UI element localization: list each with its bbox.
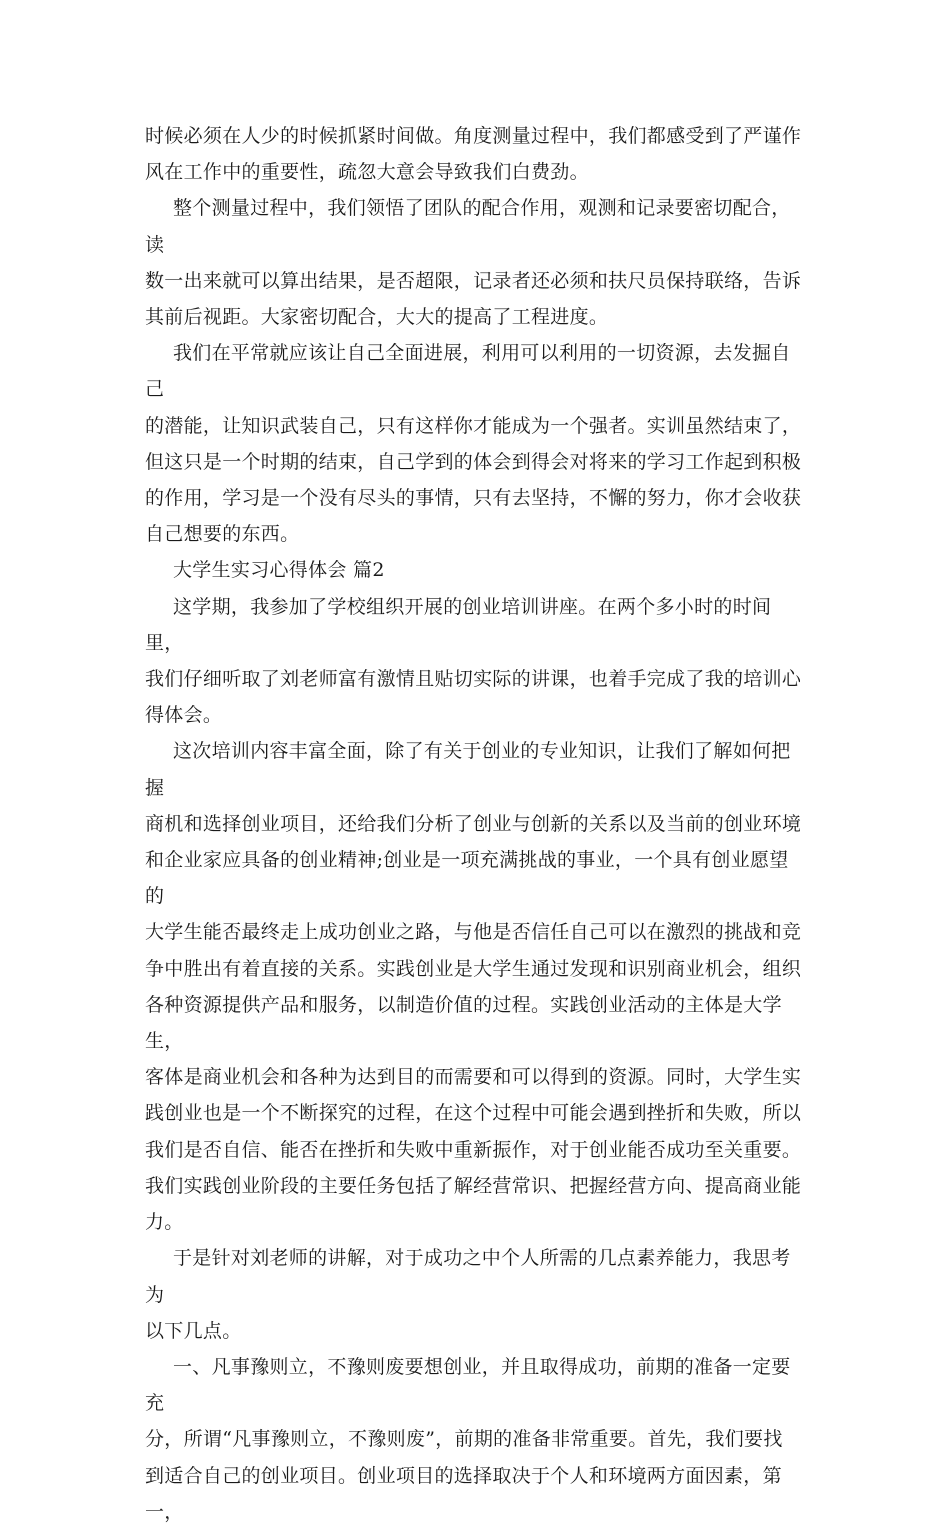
text-line: 这次培训内容丰富全面，除了有关于创业的专业知识，让我们了解如何把握 bbox=[145, 740, 791, 799]
text-line: 这学期，我参加了学校组织开展的创业培训讲座。在两个多小时的时间里， bbox=[145, 595, 772, 654]
text-line: 争中胜出有着直接的关系。实践创业是大学生通过发现和识别商业机会，组织 bbox=[145, 957, 802, 980]
text-line: 整个测量过程中，我们领悟了团队的配合作用，观测和记录要密切配合，读 bbox=[145, 197, 791, 256]
text-line: 我们仔细听取了刘老师富有激情且贴切实际的讲课，也着手完成了我的培训心 bbox=[145, 668, 802, 691]
paragraph-teamwork bbox=[145, 190, 805, 335]
text-line: 数一出来就可以算出结果，是否超限，记录者还必须和扶尺员保持联络，告诉 bbox=[145, 269, 802, 292]
text-line: 得体会。 bbox=[145, 704, 223, 727]
text-line: 商机和选择创业项目，还给我们分析了创业与创新的关系以及当前的创业环境 bbox=[145, 812, 802, 835]
text-line: 分，所谓“凡事豫则立，不豫则废”，前期的准备非常重要。首先，我们要找 bbox=[145, 1428, 783, 1451]
text-line: 我们在平常就应该让自己全面进展，利用可以利用的一切资源，去发掘自己 bbox=[145, 342, 791, 401]
text-line: 和企业家应具备的创业精神;创业是一项充满挑战的事业，一个具有创业愿望的 bbox=[145, 849, 789, 908]
section-heading-text: 大学生实习心得体会 篇2 bbox=[173, 559, 385, 582]
text-line: 大学生能否最终走上成功创业之路，与他是否信任自己可以在激烈的挑战和竞 bbox=[145, 921, 802, 944]
text-line: 力。 bbox=[145, 1211, 184, 1234]
text-line: 时候必须在人少的时候抓紧时间做。角度测量过程中，我们都感受到了严谨作 bbox=[145, 125, 802, 147]
paragraph-point-one bbox=[145, 1349, 805, 1530]
text-line: 其前后视距。大家密切配合，大大的提高了工程进度。 bbox=[145, 306, 609, 329]
text-line: 到适合自己的创业项目。创业项目的选择取决于个人和环境两方面因素，第一， bbox=[145, 1464, 782, 1523]
text-line: 客体是商业机会和各种为达到目的而需要和可以得到的资源。同时，大学生实 bbox=[145, 1066, 802, 1089]
text-line: 我们实践创业阶段的主要任务包括了解经营常识、把握经营方向、提高商业能 bbox=[145, 1174, 802, 1197]
paragraph-reflection bbox=[145, 1240, 805, 1349]
text-line: 一、凡事豫则立，不豫则废要想创业，并且取得成功，前期的准备一定要充 bbox=[145, 1355, 791, 1415]
text-line: 各种资源提供产品和服务，以制造价值的过程。实践创业活动的主体是大学生， bbox=[145, 993, 782, 1053]
text-line: 我们是否自信、能否在挫折和失败中重新振作，对于创业能否成功至关重要。 bbox=[145, 1138, 802, 1161]
text-line: 以下几点。 bbox=[145, 1319, 242, 1342]
text-line: 但这只是一个时期的结束，自己学到的体会到得会对将来的学习工作起到积极 bbox=[145, 450, 802, 473]
paragraph-self-development bbox=[145, 335, 805, 552]
text-line: 的潜能，让知识武装自己，只有这样你才能成为一个强者。实训虽然结束了， bbox=[145, 414, 802, 437]
paragraph-training-content bbox=[145, 733, 805, 1240]
text-line: 自己想要的东西。 bbox=[145, 523, 300, 546]
text-line: 的作用，学习是一个没有尽头的事情，只有去坚持，不懈的努力，你才会收获 bbox=[145, 487, 802, 510]
document-body bbox=[145, 118, 805, 1530]
text-line: 践创业也是一个不断探究的过程，在这个过程中可能会遇到挫折和失败，所以 bbox=[145, 1102, 802, 1125]
paragraph-training-intro bbox=[145, 589, 805, 734]
paragraph-continuation bbox=[145, 118, 805, 190]
text-line: 风在工作中的重要性，疏忽大意会导致我们白费劲。 bbox=[145, 161, 589, 184]
text-line: 于是针对刘老师的讲解，对于成功之中个人所需的几点素养能力，我思考为 bbox=[145, 1247, 791, 1306]
section-heading bbox=[145, 552, 805, 588]
